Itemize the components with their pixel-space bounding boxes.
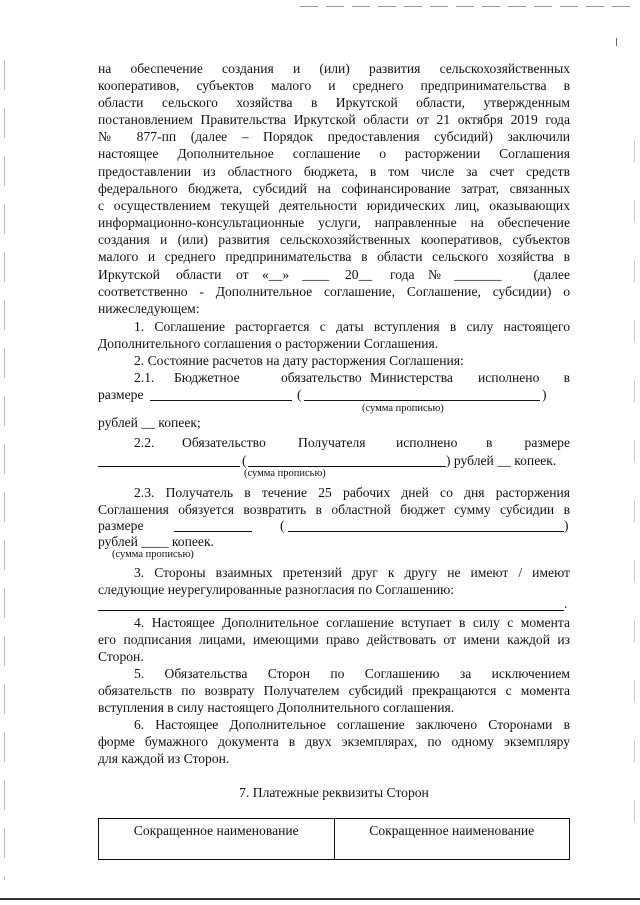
text-line: создания и (или) развития сельскохозяйственных кооперативов, субъектов [98,231,570,247]
table-cell: Сокращенное наименование [334,819,570,860]
word: размере [524,435,570,450]
text-line: с осуществлением текущей деятельности юридических лиц, оказывающих [98,197,570,213]
item-6 [98,716,570,767]
amount-words-blank-line [248,466,446,467]
amount-words-blank-line [288,531,564,532]
word: года [390,267,415,282]
payment-details-table [98,818,570,860]
text-line: для каждой из Сторон. [98,751,230,767]
table-row [99,819,570,860]
text-line: кооперативов, субъектов малого и среднего предпринимательства в [98,78,570,94]
text-line: обязательств по возврату Получателем субсидий прекращаются с момента [98,683,570,699]
text-line: Сторон. [98,649,144,665]
word: размере [98,518,144,533]
word: размере [98,387,144,402]
word: Обязательство [182,435,266,450]
period: . [564,596,568,611]
item-number: 2.2. [134,435,155,450]
word: в [563,370,570,385]
word: обязательство [281,370,362,385]
item-4 [98,614,570,665]
scan-artifact-left [4,60,5,880]
year-blank: 20__ [345,267,373,282]
word: области [176,267,222,282]
item-3 [98,564,570,598]
table-cell: Сокращенное наименование [99,819,335,860]
word: исполнено [478,370,540,385]
word: от [236,267,249,282]
text-line: 3. Стороны взаимных претензий друг к другу не имеют / имеют [134,565,570,580]
amount-words-blank-line [304,400,540,401]
amount-words-hint: (сумма прописью) [112,549,194,560]
scan-artifact-right [634,140,635,860]
text-line: малого и среднего предпринимательства в области сельского хозяйства в [98,249,570,265]
day-blank: «__» [262,267,290,282]
text-line: соответственно - Дополнительное соглашение, Соглашение, субсидии) о [98,284,570,299]
number-sign: № [428,267,441,282]
text-line: федерального бюджета, субсидий на софинансирование затрат, связанных [98,180,570,196]
text-line: рублей __ копеек; [98,415,201,430]
amount-blank-line [150,400,292,401]
item-number: 2.1. [134,370,155,385]
number-blank: _______ [454,267,502,282]
item-2-3-tail [98,533,570,550]
text-line: информационно-консультационные услуги, направленные на обеспечение [98,214,570,230]
item-1 [98,318,570,352]
item-5 [98,665,570,716]
word: Министерства [370,370,453,385]
word: Получателя [298,435,366,450]
word: исполнено [396,435,458,450]
text-line: постановлением Правительства Иркутской области от 21 октября 2019 года [98,112,570,128]
section-7-heading: 7. Платежные реквизиты Сторон [239,785,429,800]
word: Иркутской [98,267,160,282]
month-blank: ____ [302,267,330,282]
text-line: 2. Состояние расчетов на дату расторжения Соглашения: [134,353,464,368]
text-line: Соглашения обязуется возвратить в областной бюджет сумму субсидии в [98,502,570,518]
paren-open: ( [242,453,247,468]
text-line: предоставлении из областного бюджета, в том числе за счет средств [98,163,570,179]
scan-artifact-top [300,6,630,7]
text-line: Дополнительного соглашения о расторжении Соглашения. [98,336,439,352]
text-line: следующие неурегулированные разногласия по Соглашению: [98,582,455,598]
scan-artifact-bottom [0,898,640,900]
item-2-1-line1 [98,369,570,386]
word: в [486,435,493,450]
word: (далее [533,267,570,282]
paren-open: ( [297,387,302,402]
text-line: его подписания лицами, имеющими право действовать от имени каждой из [98,632,570,648]
amount-blank-line [174,531,252,532]
text-line: 2.3. Получатель в течение 25 рабочих дней со дня расторжения [134,485,570,500]
text-line: № 877-пп (далее – Порядок предоставления субсидий) заключили [98,129,570,145]
item-2-2-line1 [98,434,570,451]
intro-paragraph [98,60,570,265]
text-line: на обеспечение создания и (или) развития сельскохозяйственных [98,61,570,76]
text-line: 5. Обязательства Сторон по Соглашению за исключением [134,666,570,681]
disagreements-blank-line [98,610,564,611]
amount-words-hint: (сумма прописью) [244,468,326,479]
paren-close: ) [564,518,569,533]
text-line: 4. Настоящее Дополнительное соглашение вступает в силу с момента [134,615,570,630]
item-2-3 [98,484,570,518]
paren-open: ( [280,518,285,533]
intro-date-line [98,266,570,283]
text-line: 1. Соглашение расторгается с даты вступления в силу настоящего [134,319,570,334]
text-line: нижеследующем: [98,301,200,317]
intro-tail [98,283,570,317]
item-2 [98,352,570,369]
scan-artifact-tick [616,38,617,46]
word: Бюджетное [174,370,240,385]
text-line: 6. Настоящее Дополнительное соглашение заключено Сторонами в [134,717,570,732]
text-line: области сельского хозяйства в Иркутской области, утвержденным [98,95,570,111]
text-line: форме бумажного документа в двух экземплярах, по одному экземпляру [98,734,570,750]
text-line: рублей ____ копеек. [98,534,214,549]
item-2-1-tail [98,414,570,431]
paren-close: ) рублей __ копеек. [446,453,557,468]
text-line: настоящее Дополнительное соглашение о расторжении Соглашения [98,146,570,162]
text-line: вступления в силу настоящего Дополнительного соглашения. [98,700,455,716]
paren-close: ) [542,387,547,402]
amount-words-hint: (сумма прописью) [362,403,444,414]
amount-blank-line [98,466,240,467]
